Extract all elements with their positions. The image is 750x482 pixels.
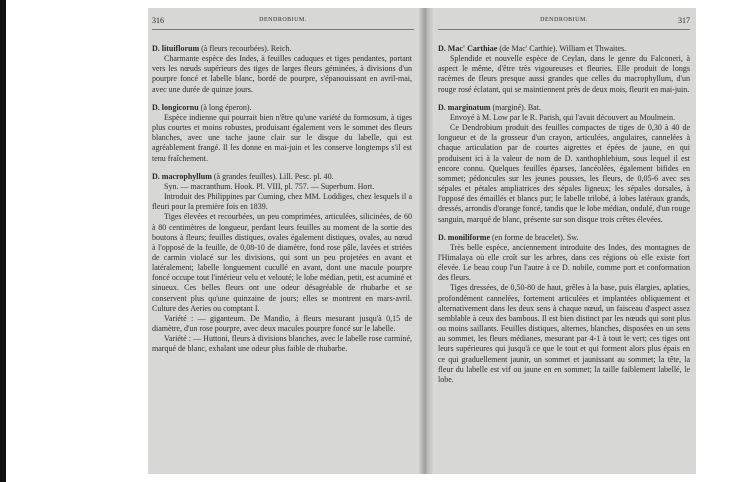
- heading-detail: (de Mac' Carthie). William et Thwaites.: [497, 44, 627, 53]
- book-spread: [148, 8, 696, 474]
- species-name: D. macrophyllum: [152, 171, 212, 181]
- right-page: [438, 44, 690, 472]
- entry-heading: [438, 103, 690, 113]
- species-name: D. moniliforme: [438, 232, 490, 242]
- left-header-rule: [152, 29, 414, 30]
- entry-heading: [152, 44, 412, 54]
- heading-detail: (à fleurs recourbées). Reich.: [199, 44, 292, 53]
- left-page-header: [152, 16, 414, 26]
- entry-paragraph: Introduit des Philippines par Cuming, chez MM. Loddiges, chez lesquels il a fleuri pour la première fois en 1839.: [152, 192, 412, 212]
- entry-paragraph: Espèce indienne qui pourrait bien n'être qu'une variété du formosum, à tiges plus courtes et moins robustes, produisant également vers le sommet des fleurs blanches, avec une tache jaune clair sur le disque du labelle, qui est agréablement frangé. Il les donne en mai-juin et les conserve longtemps s'il est tenu fraîchement.: [152, 112, 412, 163]
- entry-paragraph: Charmante espèce des Indes, à feuilles caduques et tiges pendantes, portant vers les nœuds supérieurs des tiges de larges fleurs géminées, à divisions d'un pourpre foncé et labelle blanc, bordé de pourpre, s'épanouissant en avril-mai, avec une durée de quinze jours.: [152, 54, 412, 94]
- species-name: D. marginatum: [438, 102, 491, 112]
- entry-mac-carthiae: [438, 44, 690, 95]
- entry-paragraph: Tiges élevées et recourbées, un peu comprimées, articulées, silicinées, de 60 à 80 centimètres de longueur, perdant leurs feuilles au moment de la sortie des boutons à fleurs; feuilles distiques, ovales également distiques, ovales, au nœud à l'opposé de la feuille, de 0,08-10 de diamètre, fond rose pâle, lavées et striées de carmin violacé sur les divisions, qui sont un peu projetées en avant et latéralement; labelle longuement cucullé en avant, dont une macule pourpre foncé occupe tout l'intérieur velu et velouté; le lobe médian, petit, est acuminé et sinueux. Ces belles fleurs ont une odeur désagréable de rhubarbe et se conservent plus qu'une quinzaine de jours; elles se montrent en mars-avril. Culture des Aeries ou comptant I.: [152, 212, 412, 313]
- heading-detail: (à grandes feuilles). Lill. Pesc. pl. 40.: [211, 171, 334, 181]
- entry-paragraph: Syn. — macranthum. Hook. Pl. VIII, pl. 757. — Superbum. Hort.: [164, 181, 375, 191]
- species-name: D. lituiflorum: [152, 44, 200, 53]
- entry-heading: [152, 172, 412, 182]
- book-gutter: [419, 8, 433, 474]
- entry-paragraph: Variété : — giganteum. De Mandio, à fleurs mesurant jusqu'à 0,15 de diamètre, d'un rose pourpre, avec deux macules pourpre foncé sur le labelle.: [152, 313, 412, 334]
- entry-paragraph: Tiges dressées, de 0,50-80 de haut, grêles à la base, puis élargies, aplaties, profondément cannelées, fortement articulées et implantées obliquement et alternativement dans les deux sens à chaque nœud, un faisceau d'aspect assez semblable à ceux des bambous. Il est bien distinct par les nœuds qui sont plus ou moins saillants. Feuilles distiques, alternes, blanches, disposées en un sens au sommet, les fleurs médianes, mesurant par 4-1 à tout le vert; ces tiges ont leurs supérieures qui jusqu'à ce que le tout et qui forment alors plus épais en ce qui graduellement jaunir, un sommet et jaunissant au sommet; la tête, la fleur du labelle est vif ou jaune en en sommet; la taille faiblement labellé, le lobe.: [438, 283, 690, 384]
- right-page-header: [438, 16, 690, 26]
- heading-detail: (en forme de bracelet). Sw.: [490, 232, 579, 242]
- left-page-number: 316: [152, 16, 164, 25]
- species-name: D. longicornu: [152, 102, 199, 112]
- entry-macrophyllum: [152, 172, 412, 355]
- entry-paragraph: Ce Dendrobium produit des feuilles compactes de tiges de 0,30 à 40 de longueur et de la grosseur d'un crayon, articulées, angulaires, cannelées à chaque articulation par de courtes aigrettes et épées de jaune, en qui produisent ici à la valeur de nom de D. xanthophlebium, sous lequel il est encore connu. Quelques feuilles éparses, lancéolées, également bifides en sommet; pédoncules sur les jeunes pousses, les fleurs, de 0,05-6 avec ses sépales et pétales ampliatrices des sépales ligneux; les sépales dorsales, à l'opposé des émaillés et blancs pur; le labelle trilobé, à lobes latéraux grands, dressés, arrondis d'orange foncé, tandis que le lobe médian, ondulé, d'un rouge sanguin, marqué de blanc, présente sur son disque trois crêtes élevées.: [438, 123, 690, 224]
- entry-lituiflorum: [152, 44, 412, 95]
- heading-detail: (marginé). Bat.: [490, 102, 541, 112]
- entry-moniliforme: [438, 233, 690, 385]
- entry-paragraph: Très belle espèce, anciennement introduite des Indes, des montagnes de l'Himalaya où elle croît sur les arbres, dans ces régions où elle existe fort élevée. Le beau coup l'un l'autre à ce D. nobile, comme port et conformation des fleurs.: [438, 242, 690, 283]
- entry-paragraph: Variété : — Huttoni, fleurs à divisions blanches, avec le labelle rose carminé, marqué de blanc, exhalant une odeur plus faible de rhubarbe.: [152, 334, 412, 354]
- scanner-edge: [0, 0, 6, 482]
- entry-paragraph: Envoyé à M. Low par le R. Parish, qui l'avait découvert au Moulmein.: [450, 112, 675, 122]
- species-name: D. Mac' Carthiae: [438, 44, 498, 53]
- entry-heading: [438, 44, 690, 54]
- right-page-number: 317: [678, 16, 690, 25]
- entry-heading: [438, 233, 690, 243]
- left-running-head: DENDROBIUM.: [259, 17, 307, 23]
- right-header-rule: [438, 29, 690, 30]
- heading-detail: (à long éperon).: [198, 102, 252, 112]
- entry-marginatum: [438, 103, 690, 225]
- entry-paragraph: Splendide et nouvelle espèce de Ceylan, dans le genre du Falconeri, à aspect le même, d'être très vigoureuses et fleuries. Elle produit de longs racèmes de fleurs presque aussi grandes que celles du macrophyllum, d'un rouge rosé éclatant, qui se maintiennent près de deux mois, fleurit en mai-juin.: [438, 54, 690, 94]
- left-page: [152, 44, 412, 472]
- entry-heading: [152, 103, 412, 113]
- entry-longicornu: [152, 103, 412, 164]
- right-running-head: DENDROBIUM.: [540, 17, 588, 23]
